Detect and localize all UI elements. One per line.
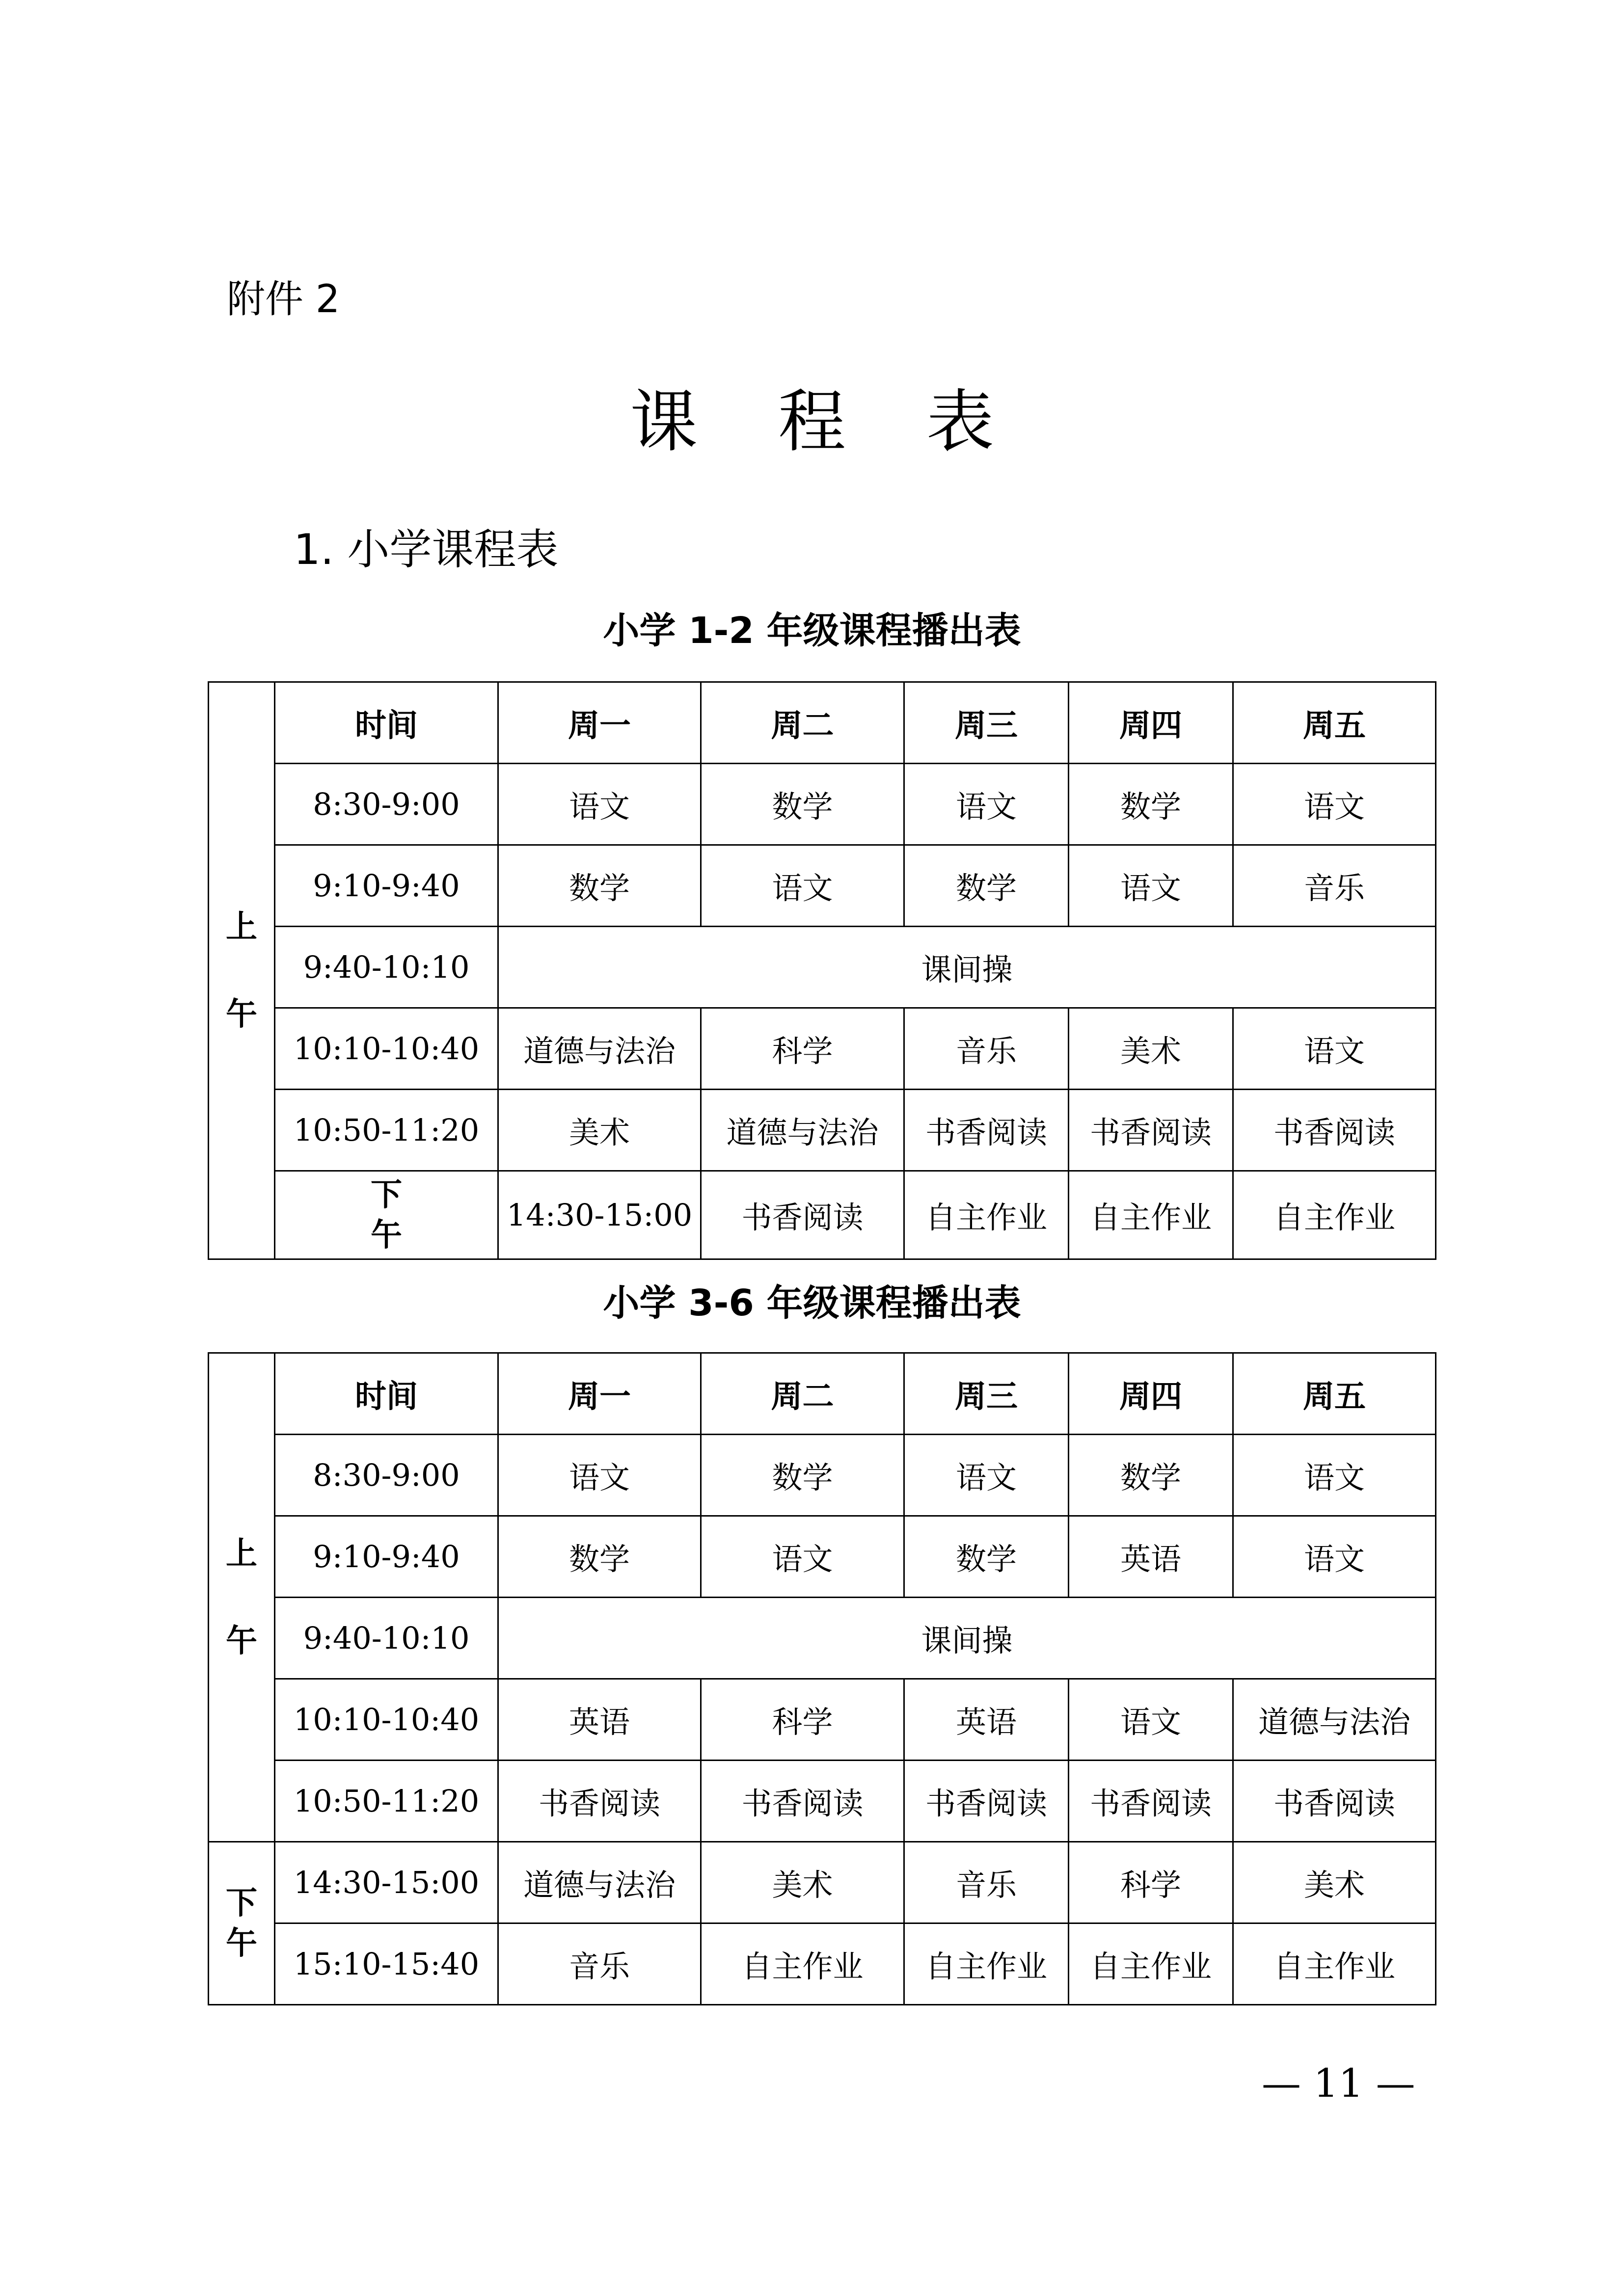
table-row [209,1171,1436,1259]
course-cell: 数学 [1069,1435,1233,1516]
course-cell: 语文 [1233,1435,1436,1516]
time-cell: 10:50-11:20 [275,1761,498,1842]
table-caption-grade-3-6: 小学 3-6 年级课程播出表 [603,1282,1021,1324]
column-header-wednesday: 周三 [904,682,1069,764]
section-heading: 1. 小学课程表 [294,525,559,574]
time-cell: 9:40-10:10 [275,927,498,1008]
period-afternoon-label [275,1171,498,1259]
course-cell: 语文 [1233,764,1436,845]
period-morning-label [209,682,275,1259]
time-cell: 15:10-15:40 [275,1923,498,2005]
period-morning-char-1: 上 [226,1535,257,1572]
table-row [209,845,1436,927]
column-header-tuesday: 周二 [701,1353,904,1435]
course-cell: 音乐 [1233,845,1436,927]
course-cell: 数学 [498,845,701,927]
course-cell: 数学 [498,1516,701,1598]
table-caption-grade-1-2: 小学 1-2 年级课程播出表 [603,610,1021,652]
table-row [209,1516,1436,1598]
time-cell: 14:30-15:00 [275,1842,498,1923]
table-row [209,1923,1436,2005]
course-cell: 书香阅读 [498,1761,701,1842]
course-cell: 数学 [1069,764,1233,845]
time-cell: 9:10-9:40 [275,1516,498,1598]
column-header-friday: 周五 [1233,682,1436,764]
course-cell: 道德与法治 [498,1008,701,1090]
course-cell: 美术 [1233,1842,1436,1923]
course-cell: 科学 [701,1679,904,1761]
time-cell: 14:30-15:00 [498,1171,701,1259]
table-row [209,1598,1436,1679]
column-header-tuesday: 周二 [701,682,904,764]
course-cell: 道德与法治 [701,1090,904,1171]
time-cell: 10:10-10:40 [275,1008,498,1090]
period-morning-char-2: 午 [226,1623,257,1659]
document-title: 课 程 表 [630,382,1024,461]
period-afternoon-char-2: 午 [371,1217,402,1254]
course-cell: 自主作业 [904,1923,1069,2005]
period-morning-label [209,1353,275,1842]
column-header-thursday: 周四 [1069,1353,1233,1435]
time-cell: 9:10-9:40 [275,845,498,927]
course-cell: 书香阅读 [701,1171,904,1259]
course-cell: 语文 [701,1516,904,1598]
column-header-wednesday: 周三 [904,1353,1069,1435]
course-cell: 语文 [1233,1008,1436,1090]
course-cell: 音乐 [498,1923,701,2005]
annex-label: 附件 2 [227,277,340,321]
schedule-table-grade-1-2 [208,681,1436,1260]
table-row [209,1761,1436,1842]
course-cell: 语文 [498,764,701,845]
course-cell: 美术 [1069,1008,1233,1090]
course-cell: 书香阅读 [904,1761,1069,1842]
period-afternoon-label [209,1842,275,2005]
course-cell: 科学 [701,1008,904,1090]
course-cell: 美术 [498,1090,701,1171]
time-cell: 9:40-10:10 [275,1598,498,1679]
table-row [209,1435,1436,1516]
column-header-time: 时间 [275,1353,498,1435]
column-header-monday: 周一 [498,1353,701,1435]
course-cell: 自主作业 [904,1171,1069,1259]
time-cell: 8:30-9:00 [275,764,498,845]
course-cell: 数学 [701,1435,904,1516]
course-cell: 数学 [904,845,1069,927]
course-cell: 书香阅读 [1233,1090,1436,1171]
course-cell: 美术 [701,1842,904,1923]
course-cell: 语文 [1233,1516,1436,1598]
time-cell: 8:30-9:00 [275,1435,498,1516]
column-header-monday: 周一 [498,682,701,764]
course-cell: 音乐 [904,1008,1069,1090]
course-cell: 科学 [1069,1842,1233,1923]
course-cell: 自主作业 [1069,1171,1233,1259]
course-cell: 语文 [904,1435,1069,1516]
period-morning-char-2: 午 [226,996,257,1033]
table-row [209,927,1436,1008]
course-cell: 自主作业 [1069,1923,1233,2005]
column-header-friday: 周五 [1233,1353,1436,1435]
course-cell: 书香阅读 [1069,1090,1233,1171]
course-cell: 语文 [701,845,904,927]
table-row [209,1842,1436,1923]
time-cell: 10:50-11:20 [275,1090,498,1171]
table-row [209,1008,1436,1090]
period-afternoon-char-1: 下 [371,1176,402,1213]
course-cell: 语文 [1069,845,1233,927]
course-cell: 道德与法治 [498,1842,701,1923]
column-header-time: 时间 [275,682,498,764]
table-row [209,764,1436,845]
course-cell: 数学 [904,1516,1069,1598]
time-cell: 10:10-10:40 [275,1679,498,1761]
course-cell: 自主作业 [701,1923,904,2005]
course-cell: 语文 [1069,1679,1233,1761]
break-exercise-cell: 课间操 [498,1598,1436,1679]
table-row [209,1090,1436,1171]
course-cell: 自主作业 [1233,1171,1436,1259]
course-cell: 自主作业 [1233,1923,1436,2005]
column-header-thursday: 周四 [1069,682,1233,764]
course-cell: 书香阅读 [1233,1761,1436,1842]
schedule-table-grade-3-6 [208,1352,1436,2005]
course-cell: 数学 [701,764,904,845]
page-number: — 11 — [1262,2060,1415,2106]
course-cell: 书香阅读 [904,1090,1069,1171]
course-cell: 语文 [904,764,1069,845]
course-cell: 英语 [1069,1516,1233,1598]
break-exercise-cell: 课间操 [498,927,1436,1008]
period-afternoon-char-1: 下 [226,1885,257,1922]
course-cell: 语文 [498,1435,701,1516]
course-cell: 英语 [498,1679,701,1761]
period-morning-char-1: 上 [226,908,257,945]
course-cell: 书香阅读 [701,1761,904,1842]
course-cell: 英语 [904,1679,1069,1761]
course-cell: 音乐 [904,1842,1069,1923]
period-afternoon-char-2: 午 [226,1925,257,1962]
table-row [209,1679,1436,1761]
course-cell: 道德与法治 [1233,1679,1436,1761]
course-cell: 书香阅读 [1069,1761,1233,1842]
